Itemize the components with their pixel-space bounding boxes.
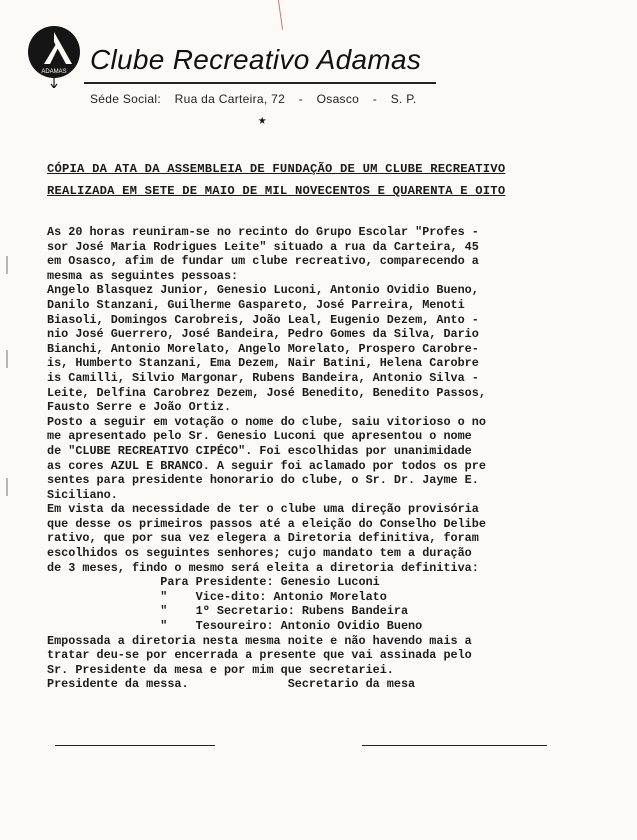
logo-text: ADAMAS	[41, 69, 67, 75]
body-line: Angelo Blasquez Junior, Genesio Luconi, Antonio Ovidio Bueno,	[47, 283, 479, 298]
body-line: " Vice-dito: Antonio Morelato	[47, 589, 387, 604]
punch-mark	[6, 256, 8, 274]
address-street: Rua da Carteira, 72	[174, 92, 286, 106]
document-title-line-2: REALIZADA EM SETE DE MAIO DE MIL NOVECENTOS E QUARENTA E OITO	[47, 184, 506, 198]
address-separator: -	[298, 92, 303, 106]
body-line: Presidente da messa. Secretario da mesa	[47, 677, 416, 692]
signature-line-secretary	[362, 745, 547, 746]
body-line: nio José Guerrero, José Bandeira, Pedro Gomes da Silva, Dario	[47, 327, 479, 342]
body-line: mesma as seguintes pessoas:	[47, 268, 239, 283]
body-line: escolhidos os seguintes senhores; cujo mandato tem a duração	[47, 546, 472, 561]
body-line: as cores AZUL E BRANCO. A seguir foi aclamado por todos os pre	[47, 458, 486, 473]
body-line: Siciliano.	[47, 487, 118, 502]
body-line: que desse os primeiros passos até a eleição do Conselho Delibe	[47, 516, 486, 531]
body-line: Empossada a diretoria nesta mesma noite e não havendo mais a	[47, 633, 472, 648]
body-line: de "CLUBE RECREATIVO CIPÉCO". Foi escolhidas por unanimidade	[47, 443, 472, 458]
body-line: rativo, que por sua vez elegera a Diretoria definitiva, foram	[47, 531, 479, 546]
body-line: is Camilli, Silvio Margonar, Rubens Bandeira, Antonio Silva -	[47, 370, 479, 385]
body-line: sentes para presidente honorario do clube, o Sr. Dr. Jayme E.	[47, 473, 479, 488]
body-line: Posto a seguir em votação o nome do clube, saiu vitorioso o no	[47, 414, 486, 429]
body-line: " 1º Secretario: Rubens Bandeira	[47, 604, 409, 619]
address-label: Séde Social:	[90, 92, 161, 106]
body-line: Leite, Delfina Carobrez Dezem, José Benedito, Benedito Passos,	[47, 385, 486, 400]
body-line: sor José Maria Rodrigues Leite" situado a rua da Carteira, 45	[47, 239, 479, 254]
body-line: is, Humberto Stanzani, Ema Dezem, Nair Batini, Helena Carobre	[47, 356, 479, 371]
body-line: Biasoli, Domingos Carobreis, João Leal, Eugenio Dezem, Anto -	[47, 312, 479, 327]
punch-mark	[6, 478, 8, 496]
body-line: de 3 meses, findo o mesmo será eleita a diretoria definitiva:	[47, 560, 479, 575]
address-city: Osasco	[316, 92, 360, 106]
star-icon: ★	[258, 113, 267, 129]
body-line: tratar deu-se por encerrada a presente que vai assinada pelo	[47, 648, 472, 663]
body-line: Fausto Serre e João Ortiz.	[47, 400, 232, 415]
body-line: Danilo Stanzani, Guilherme Gaspareto, José Parreira, Menoti	[47, 297, 465, 312]
body-line: Bianchi, Antonio Morelato, Angelo Morelato, Prospero Carobre-	[47, 341, 479, 356]
body-line: Para Presidente: Genesio Luconi	[47, 575, 380, 590]
paper-mark	[278, 0, 283, 30]
document-title-line-1: CÓPIA DA ATA DA ASSEMBLEIA DE FUNDAÇÃO DE UM CLUBE RECREATIVO	[47, 162, 506, 176]
header-rule	[84, 82, 436, 84]
body-line: Em vista da necessidade de ter o clube uma direção provisória	[47, 502, 479, 517]
body-line: " Tesoureiro: Antonio Ovidio Bueno	[47, 619, 423, 634]
body-line: me apresentado pelo Sr. Genesio Luconi que apresentou o nome	[47, 429, 472, 444]
minutes-body	[47, 225, 617, 692]
body-line: Sr. Presidente da mesa e por mim que secretariei.	[47, 662, 394, 677]
body-line: em Osasco, afim de fundar um clube recreativo, comparecendo a	[47, 254, 479, 269]
address-line	[90, 92, 427, 106]
address-state: S. P.	[390, 92, 417, 106]
address-separator: -	[372, 92, 378, 106]
club-logo-icon	[22, 24, 86, 88]
signature-line-president	[55, 745, 215, 746]
punch-mark	[6, 350, 8, 368]
club-name: Clube Recreativo Adamas	[90, 44, 422, 75]
body-line: As 20 horas reuniram-se no recinto do Grupo Escolar "Profes -	[47, 225, 479, 239]
